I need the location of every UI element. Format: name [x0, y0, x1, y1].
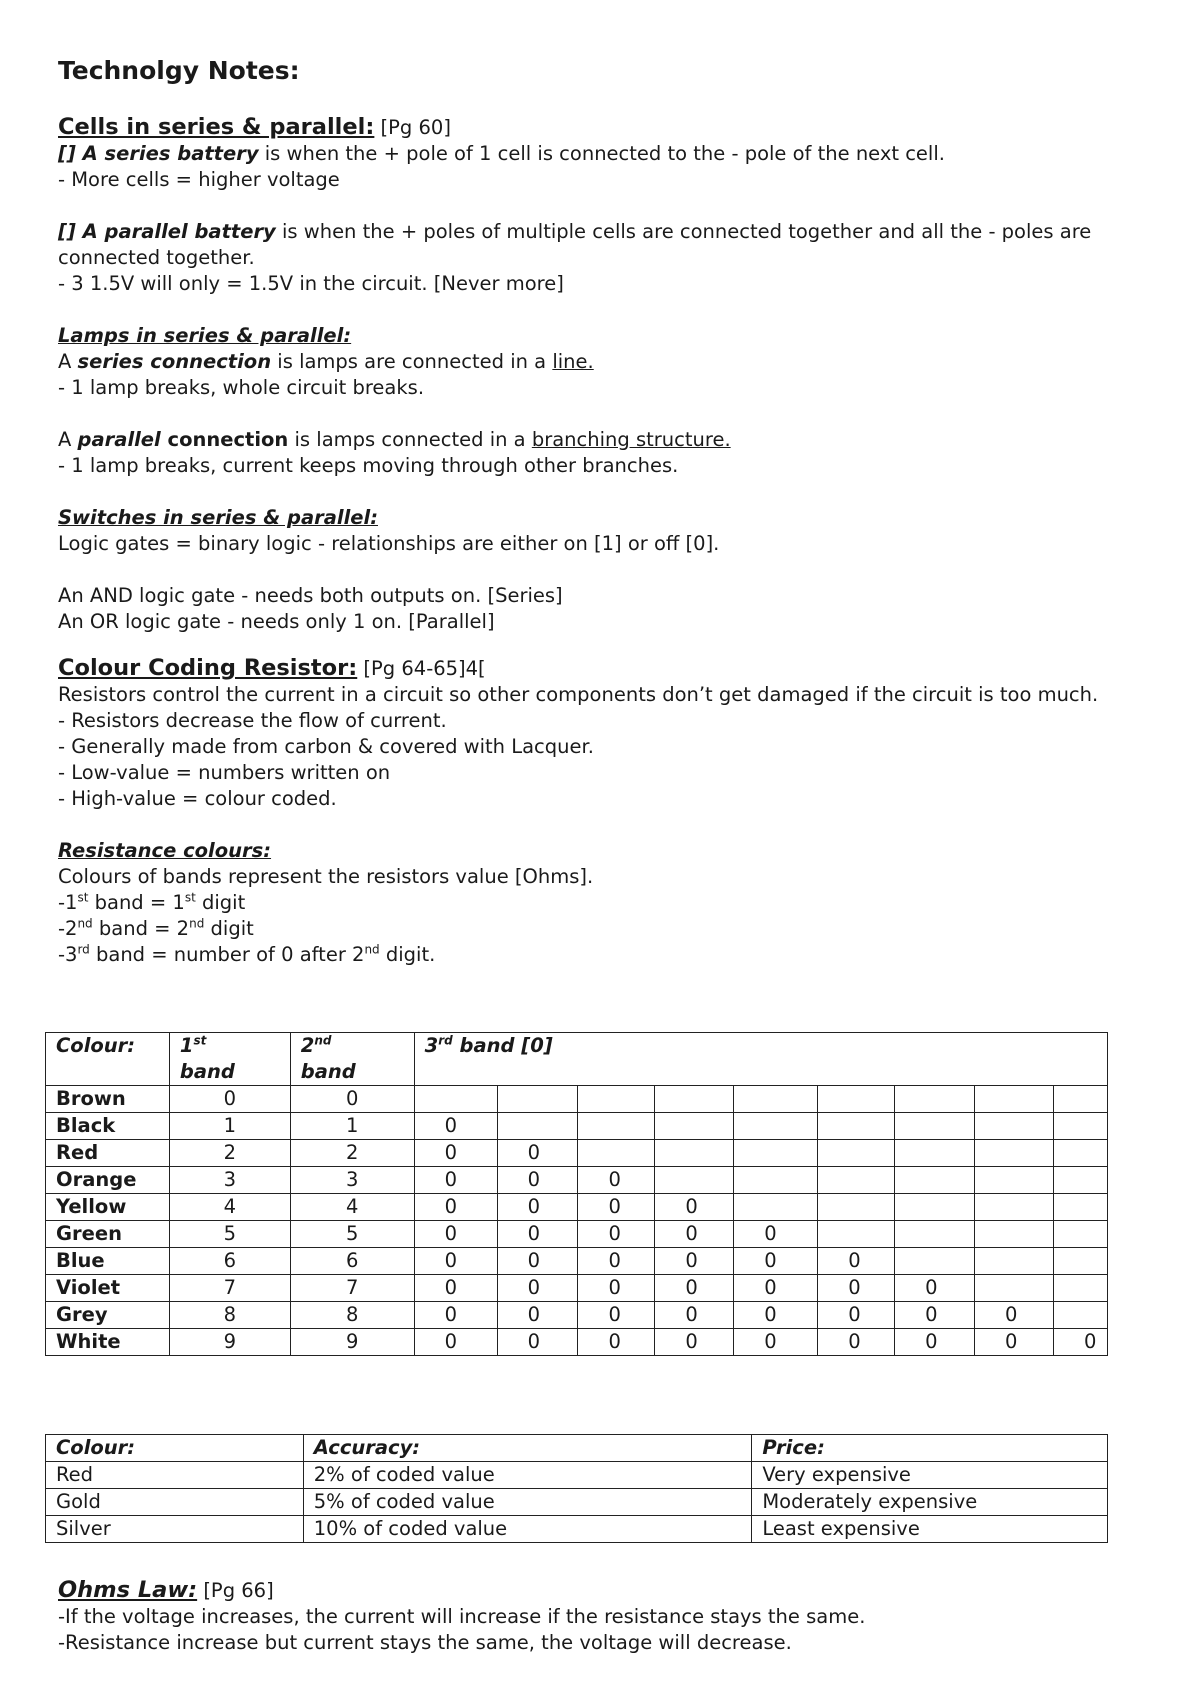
accuracy-header-accuracy: Accuracy: [303, 1435, 752, 1462]
band-digit-cell: 8 [290, 1302, 414, 1329]
band-digit-cell: 4 [169, 1194, 290, 1221]
zero-cell [895, 1167, 975, 1194]
zero-cell [895, 1221, 975, 1248]
header-band3-num: 3 [424, 1034, 439, 1057]
band-digit-cell: 6 [169, 1248, 290, 1275]
series-battery-line [58, 141, 1138, 167]
band2-pre: -2 [58, 917, 78, 940]
zero-cell [1053, 1113, 1107, 1140]
zero-cell: 0 [497, 1248, 578, 1275]
resistor-bullet: - Low-value = numbers written on [58, 761, 391, 784]
zero-cell: 0 [895, 1275, 975, 1302]
zero-cell [975, 1167, 1054, 1194]
table-row [46, 1516, 1108, 1543]
zero-cell: 0 [578, 1248, 655, 1275]
zero-cell [975, 1086, 1054, 1113]
zero-cell [578, 1140, 655, 1167]
header-band2-sup: nd [314, 1033, 332, 1048]
zero-cell [975, 1275, 1054, 1302]
parallel-connection-note: - 1 lamp breaks, current keeps moving through other branches. [58, 454, 679, 477]
zero-cell: 0 [414, 1140, 497, 1167]
zero-cell [734, 1140, 818, 1167]
resistance-heading: Resistance colours: [58, 839, 272, 862]
header-band3-rest: band [0] [452, 1034, 553, 1057]
zero-cell [655, 1140, 734, 1167]
series-battery-term: [] A series battery [58, 142, 259, 165]
ohms-section [58, 1577, 1138, 1656]
zero-cell [1053, 1194, 1107, 1221]
document-page [58, 56, 1138, 968]
accuracy-header-row [46, 1435, 1108, 1462]
band-digit-cell: 9 [290, 1329, 414, 1356]
band2-mid: band = 2 [92, 917, 190, 940]
zero-cell [975, 1194, 1054, 1221]
zero-cell: 0 [655, 1329, 734, 1356]
zero-cell [818, 1140, 895, 1167]
band-digit-cell: 3 [169, 1167, 290, 1194]
ohms-line: -Resistance increase but current stays the same, the voltage will decrease. [58, 1631, 792, 1654]
zero-cell [818, 1086, 895, 1113]
and-gate-line: An AND logic gate - needs both outputs on. [Series] [58, 584, 563, 607]
accuracy-cell: Least expensive [752, 1516, 1108, 1543]
zero-cell: 0 [655, 1194, 734, 1221]
band-colour-table [45, 1032, 1108, 1356]
zero-cell [655, 1167, 734, 1194]
band-digit-cell: 3 [290, 1167, 414, 1194]
band-digit-cell: 1 [290, 1113, 414, 1140]
zero-cell: 0 [414, 1329, 497, 1356]
colour-name-cell: White [46, 1329, 170, 1356]
table-row [46, 1221, 1108, 1248]
accuracy-cell: Very expensive [752, 1462, 1108, 1489]
zero-cell: 0 [975, 1329, 1054, 1356]
band-table-body [46, 1086, 1108, 1356]
zero-cell: 0 [895, 1329, 975, 1356]
zero-cell: 0 [818, 1302, 895, 1329]
parallel-connection-line [58, 427, 1138, 453]
header-band2 [290, 1033, 414, 1086]
accuracy-header-colour: Colour: [46, 1435, 304, 1462]
switches-heading-line [58, 505, 1138, 531]
zero-cell: 0 [497, 1167, 578, 1194]
series-connection-article: A [58, 350, 78, 373]
zero-cell: 0 [414, 1113, 497, 1140]
zero-cell [1053, 1248, 1107, 1275]
lamps-heading: Lamps in series & parallel: [58, 324, 352, 347]
band-digit-cell: 5 [290, 1221, 414, 1248]
band-digit-cell: 8 [169, 1302, 290, 1329]
zero-cell: 0 [497, 1194, 578, 1221]
or-gate-line: An OR logic gate - needs only 1 on. [Parallel] [58, 610, 495, 633]
band1-mid: band = 1 [88, 891, 185, 914]
zero-cell [975, 1140, 1054, 1167]
resistor-intro: Resistors control the current in a circuit so other components don’t get damaged if the circuit is too much. [58, 683, 1099, 706]
zero-cell [734, 1194, 818, 1221]
zero-cell: 0 [414, 1248, 497, 1275]
band-table-header-row [46, 1033, 1108, 1086]
parallel-connection-article: A [58, 428, 78, 451]
ohms-line: -If the voltage increases, the current will increase if the resistance stays the same. [58, 1605, 866, 1628]
resistor-bullet: - Generally made from carbon & covered with Lacquer. [58, 735, 594, 758]
series-battery-note: - More cells = higher voltage [58, 168, 340, 191]
band1-pre: -1 [58, 891, 78, 914]
band3-post: digit. [379, 943, 436, 966]
zero-cell: 0 [734, 1221, 818, 1248]
zero-cell: 0 [818, 1329, 895, 1356]
resistance-intro: Colours of bands represent the resistors value [Ohms]. [58, 865, 594, 888]
accuracy-table [45, 1434, 1108, 1543]
resistor-bullet: - High-value = colour coded. [58, 787, 337, 810]
zero-cell: 0 [734, 1302, 818, 1329]
cells-heading: Cells in series & parallel: [58, 114, 375, 140]
zero-cell: 0 [655, 1221, 734, 1248]
page-title: Technolgy Notes: [58, 56, 300, 85]
zero-cell [578, 1086, 655, 1113]
parallel-connection-underlined: branching structure. [531, 428, 731, 451]
zero-cell [975, 1248, 1054, 1275]
band-digit-cell: 9 [169, 1329, 290, 1356]
zero-cell: 0 [578, 1221, 655, 1248]
series-connection-text: is lamps are connected in a [271, 350, 553, 373]
zero-cell: 0 [578, 1167, 655, 1194]
zero-cell: 0 [734, 1275, 818, 1302]
colour-name-cell: Blue [46, 1248, 170, 1275]
table-row [46, 1302, 1108, 1329]
band3-mid: band = number of 0 after 2 [89, 943, 365, 966]
accuracy-cell: Silver [46, 1516, 304, 1543]
cells-heading-line [58, 114, 1138, 141]
resistor-heading-line [58, 655, 1138, 682]
band-digit-cell: 2 [290, 1140, 414, 1167]
zero-cell [414, 1086, 497, 1113]
band3-line [58, 942, 1138, 968]
series-battery-text: is when the + pole of 1 cell is connected to the - pole of the next cell. [258, 142, 945, 165]
header-band1-num: 1 [179, 1034, 194, 1057]
parallel-connection-text: is lamps connected in a [288, 428, 532, 451]
zero-cell [895, 1086, 975, 1113]
resistor-page-ref: [Pg 64-65]4[ [357, 657, 486, 680]
zero-cell [1053, 1140, 1107, 1167]
band-digit-cell: 0 [169, 1086, 290, 1113]
band-digit-cell: 4 [290, 1194, 414, 1221]
zero-cell: 0 [655, 1248, 734, 1275]
colour-name-cell: Brown [46, 1086, 170, 1113]
logic-gates-line: Logic gates = binary logic - relationships are either on [1] or off [0]. [58, 532, 720, 555]
zero-cell [818, 1113, 895, 1140]
zero-cell [975, 1113, 1054, 1140]
zero-cell [578, 1113, 655, 1140]
band-digit-cell: 0 [290, 1086, 414, 1113]
header-band1 [169, 1033, 290, 1086]
parallel-battery-text: is when the + poles of multiple cells are connected together and all the - poles are connected together. [58, 220, 1092, 269]
table-row [46, 1489, 1108, 1516]
zero-cell: 0 [497, 1275, 578, 1302]
zero-cell [1053, 1167, 1107, 1194]
colour-name-cell: Black [46, 1113, 170, 1140]
band1-sup: st [77, 890, 89, 905]
band2-line [58, 916, 1138, 942]
header-band3 [414, 1033, 1107, 1086]
accuracy-cell: 2% of coded value [303, 1462, 752, 1489]
band-digit-cell: 5 [169, 1221, 290, 1248]
table-row [46, 1248, 1108, 1275]
zero-cell [818, 1167, 895, 1194]
zero-cell: 0 [497, 1221, 578, 1248]
table-row [46, 1462, 1108, 1489]
table-row [46, 1167, 1108, 1194]
table-row [46, 1086, 1108, 1113]
zero-cell [975, 1221, 1054, 1248]
zero-cell: 0 [578, 1329, 655, 1356]
zero-cell: 0 [414, 1275, 497, 1302]
zero-cell: 0 [734, 1248, 818, 1275]
zero-cell: 0 [818, 1275, 895, 1302]
resistance-heading-line [58, 838, 1138, 864]
ohms-heading: Ohms Law: [58, 1577, 198, 1603]
colour-name-cell: Violet [46, 1275, 170, 1302]
series-connection-term: series connection [77, 350, 272, 373]
zero-cell [734, 1167, 818, 1194]
switches-heading: Switches in series & parallel: [58, 506, 378, 529]
zero-cell: 0 [497, 1329, 578, 1356]
parallel-battery-term: [] A parallel battery [58, 220, 276, 243]
band1-post: digit [195, 891, 246, 914]
series-connection-underlined: line. [552, 350, 594, 373]
accuracy-cell: Red [46, 1462, 304, 1489]
header-band2-word: band [300, 1060, 356, 1083]
zero-cell: 0 [497, 1140, 578, 1167]
parallel-battery-line [58, 219, 1138, 271]
zero-cell: 0 [414, 1167, 497, 1194]
parallel-connection-term-rest: connection [160, 428, 289, 451]
zero-cell [734, 1113, 818, 1140]
resistor-bullet: - Resistors decrease the flow of current. [58, 709, 447, 732]
header-band1-word: band [179, 1060, 235, 1083]
table-row [46, 1275, 1108, 1302]
zero-cell: 0 [655, 1302, 734, 1329]
ohms-heading-line [58, 1577, 1138, 1604]
zero-cell: 0 [1053, 1329, 1107, 1356]
cells-page-ref: [Pg 60] [374, 116, 451, 139]
band-digit-cell: 7 [169, 1275, 290, 1302]
accuracy-header-price: Price: [752, 1435, 1108, 1462]
zero-cell: 0 [655, 1275, 734, 1302]
series-connection-note: - 1 lamp breaks, whole circuit breaks. [58, 376, 425, 399]
band-digit-cell: 1 [169, 1113, 290, 1140]
zero-cell [818, 1221, 895, 1248]
table-row [46, 1140, 1108, 1167]
zero-cell: 0 [497, 1302, 578, 1329]
zero-cell: 0 [414, 1302, 497, 1329]
zero-cell [734, 1086, 818, 1113]
band2-sup: nd [77, 916, 93, 931]
accuracy-cell: Moderately expensive [752, 1489, 1108, 1516]
zero-cell: 0 [578, 1194, 655, 1221]
accuracy-cell: 10% of coded value [303, 1516, 752, 1543]
series-connection-line [58, 349, 1138, 375]
zero-cell [1053, 1086, 1107, 1113]
zero-cell [1053, 1302, 1107, 1329]
colour-name-cell: Green [46, 1221, 170, 1248]
table-row [46, 1194, 1108, 1221]
parallel-battery-note: - 3 1.5V will only = 1.5V in the circuit. [Never more] [58, 272, 564, 295]
zero-cell [895, 1140, 975, 1167]
header-band2-num: 2 [300, 1034, 315, 1057]
band3-pre: -3 [58, 943, 78, 966]
zero-cell [895, 1113, 975, 1140]
zero-cell: 0 [818, 1248, 895, 1275]
band3-sup: rd [77, 942, 90, 957]
zero-cell: 0 [414, 1194, 497, 1221]
accuracy-cell: Gold [46, 1489, 304, 1516]
header-band3-sup: rd [438, 1033, 453, 1048]
table-row [46, 1113, 1108, 1140]
band-digit-cell: 7 [290, 1275, 414, 1302]
zero-cell [895, 1248, 975, 1275]
band-digit-cell: 6 [290, 1248, 414, 1275]
band-digit-cell: 2 [169, 1140, 290, 1167]
resistor-heading: Colour Coding Resistor: [58, 655, 358, 681]
zero-cell: 0 [975, 1302, 1054, 1329]
zero-cell: 0 [895, 1302, 975, 1329]
zero-cell [1053, 1221, 1107, 1248]
zero-cell: 0 [578, 1302, 655, 1329]
zero-cell [1053, 1275, 1107, 1302]
zero-cell [895, 1194, 975, 1221]
colour-name-cell: Grey [46, 1302, 170, 1329]
band2-sup2: nd [189, 916, 205, 931]
colour-name-cell: Red [46, 1140, 170, 1167]
colour-name-cell: Yellow [46, 1194, 170, 1221]
zero-cell [818, 1194, 895, 1221]
ohms-page-ref: [Pg 66] [197, 1579, 274, 1602]
zero-cell [655, 1113, 734, 1140]
zero-cell: 0 [734, 1329, 818, 1356]
band1-sup2: st [184, 890, 196, 905]
accuracy-cell: 5% of coded value [303, 1489, 752, 1516]
band1-line [58, 890, 1138, 916]
band3-sup2: nd [364, 942, 380, 957]
colour-name-cell: Orange [46, 1167, 170, 1194]
zero-cell: 0 [414, 1221, 497, 1248]
zero-cell [497, 1086, 578, 1113]
header-colour: Colour: [46, 1033, 170, 1086]
lamps-heading-line [58, 323, 1138, 349]
zero-cell [497, 1113, 578, 1140]
parallel-connection-term: parallel [77, 428, 161, 451]
band2-post: digit [204, 917, 254, 940]
zero-cell: 0 [578, 1275, 655, 1302]
header-band1-sup: st [193, 1033, 207, 1048]
table-row [46, 1329, 1108, 1356]
zero-cell [655, 1086, 734, 1113]
